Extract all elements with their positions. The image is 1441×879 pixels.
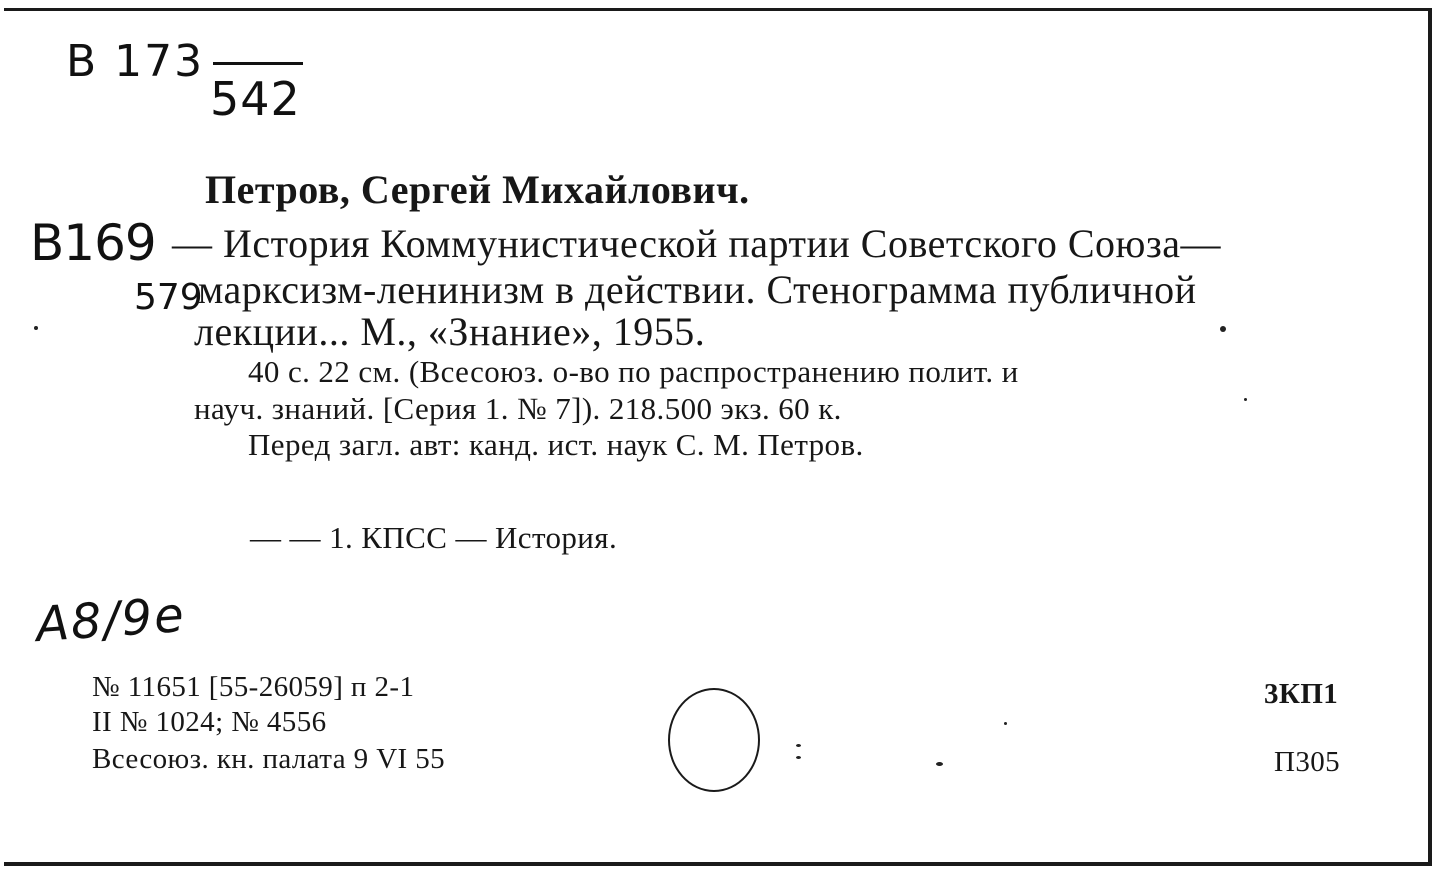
footer-print-code: П305: [1274, 746, 1341, 778]
footer-class-code: 3КП1: [1264, 678, 1339, 710]
scan-speck: [796, 744, 801, 747]
shelfmark-fraction-line: [213, 62, 303, 65]
scan-speck: [1244, 398, 1247, 401]
entry-title-line-2: марксизм-ленинизм в действии. Стенограмма публичной: [198, 267, 1197, 312]
scan-speck: [936, 762, 943, 766]
footer-numbers-line: II № 1024; № 4556: [92, 706, 327, 738]
entry-note: Перед загл. авт: канд. ист. наук С. М. Петров.: [248, 427, 864, 462]
entry-subject-heading: — — 1. КПСС — История.: [250, 520, 618, 555]
entry-author: Петров, Сергей Михайлович.: [205, 167, 750, 212]
entry-title-line-3: лекции... М., «Знание», 1955.: [194, 309, 706, 354]
entry-title-line-1: — История Коммунистической партии Советского Союза—: [172, 221, 1221, 266]
scan-speck: [1220, 326, 1226, 332]
scan-speck: [34, 326, 38, 330]
scan-speck: [796, 756, 801, 759]
footer-chamber-line: Всесоюз. кн. палата 9 VI 55: [92, 743, 446, 775]
scan-speck: [1004, 722, 1007, 725]
handwritten-alt-shelfmark: B169: [30, 214, 156, 272]
punch-hole-circle: [668, 688, 760, 792]
handwritten-location-code: A8/9e: [34, 586, 188, 654]
handwritten-alt-shelfmark-sub: 579: [134, 277, 203, 318]
entry-collation-line-2: науч. знаний. [Серия 1. № 7]). 218.500 экз. 60 к.: [194, 391, 842, 426]
footer-registration-line: № 11651 [55-26059] п 2-1: [92, 671, 415, 703]
entry-collation-line-1: 40 с. 22 см. (Всесоюз. о-во по распространению полит. и: [248, 354, 1019, 389]
handwritten-shelfmark-bottom: 542: [210, 72, 301, 126]
handwritten-shelfmark-top: B 173: [66, 36, 205, 87]
